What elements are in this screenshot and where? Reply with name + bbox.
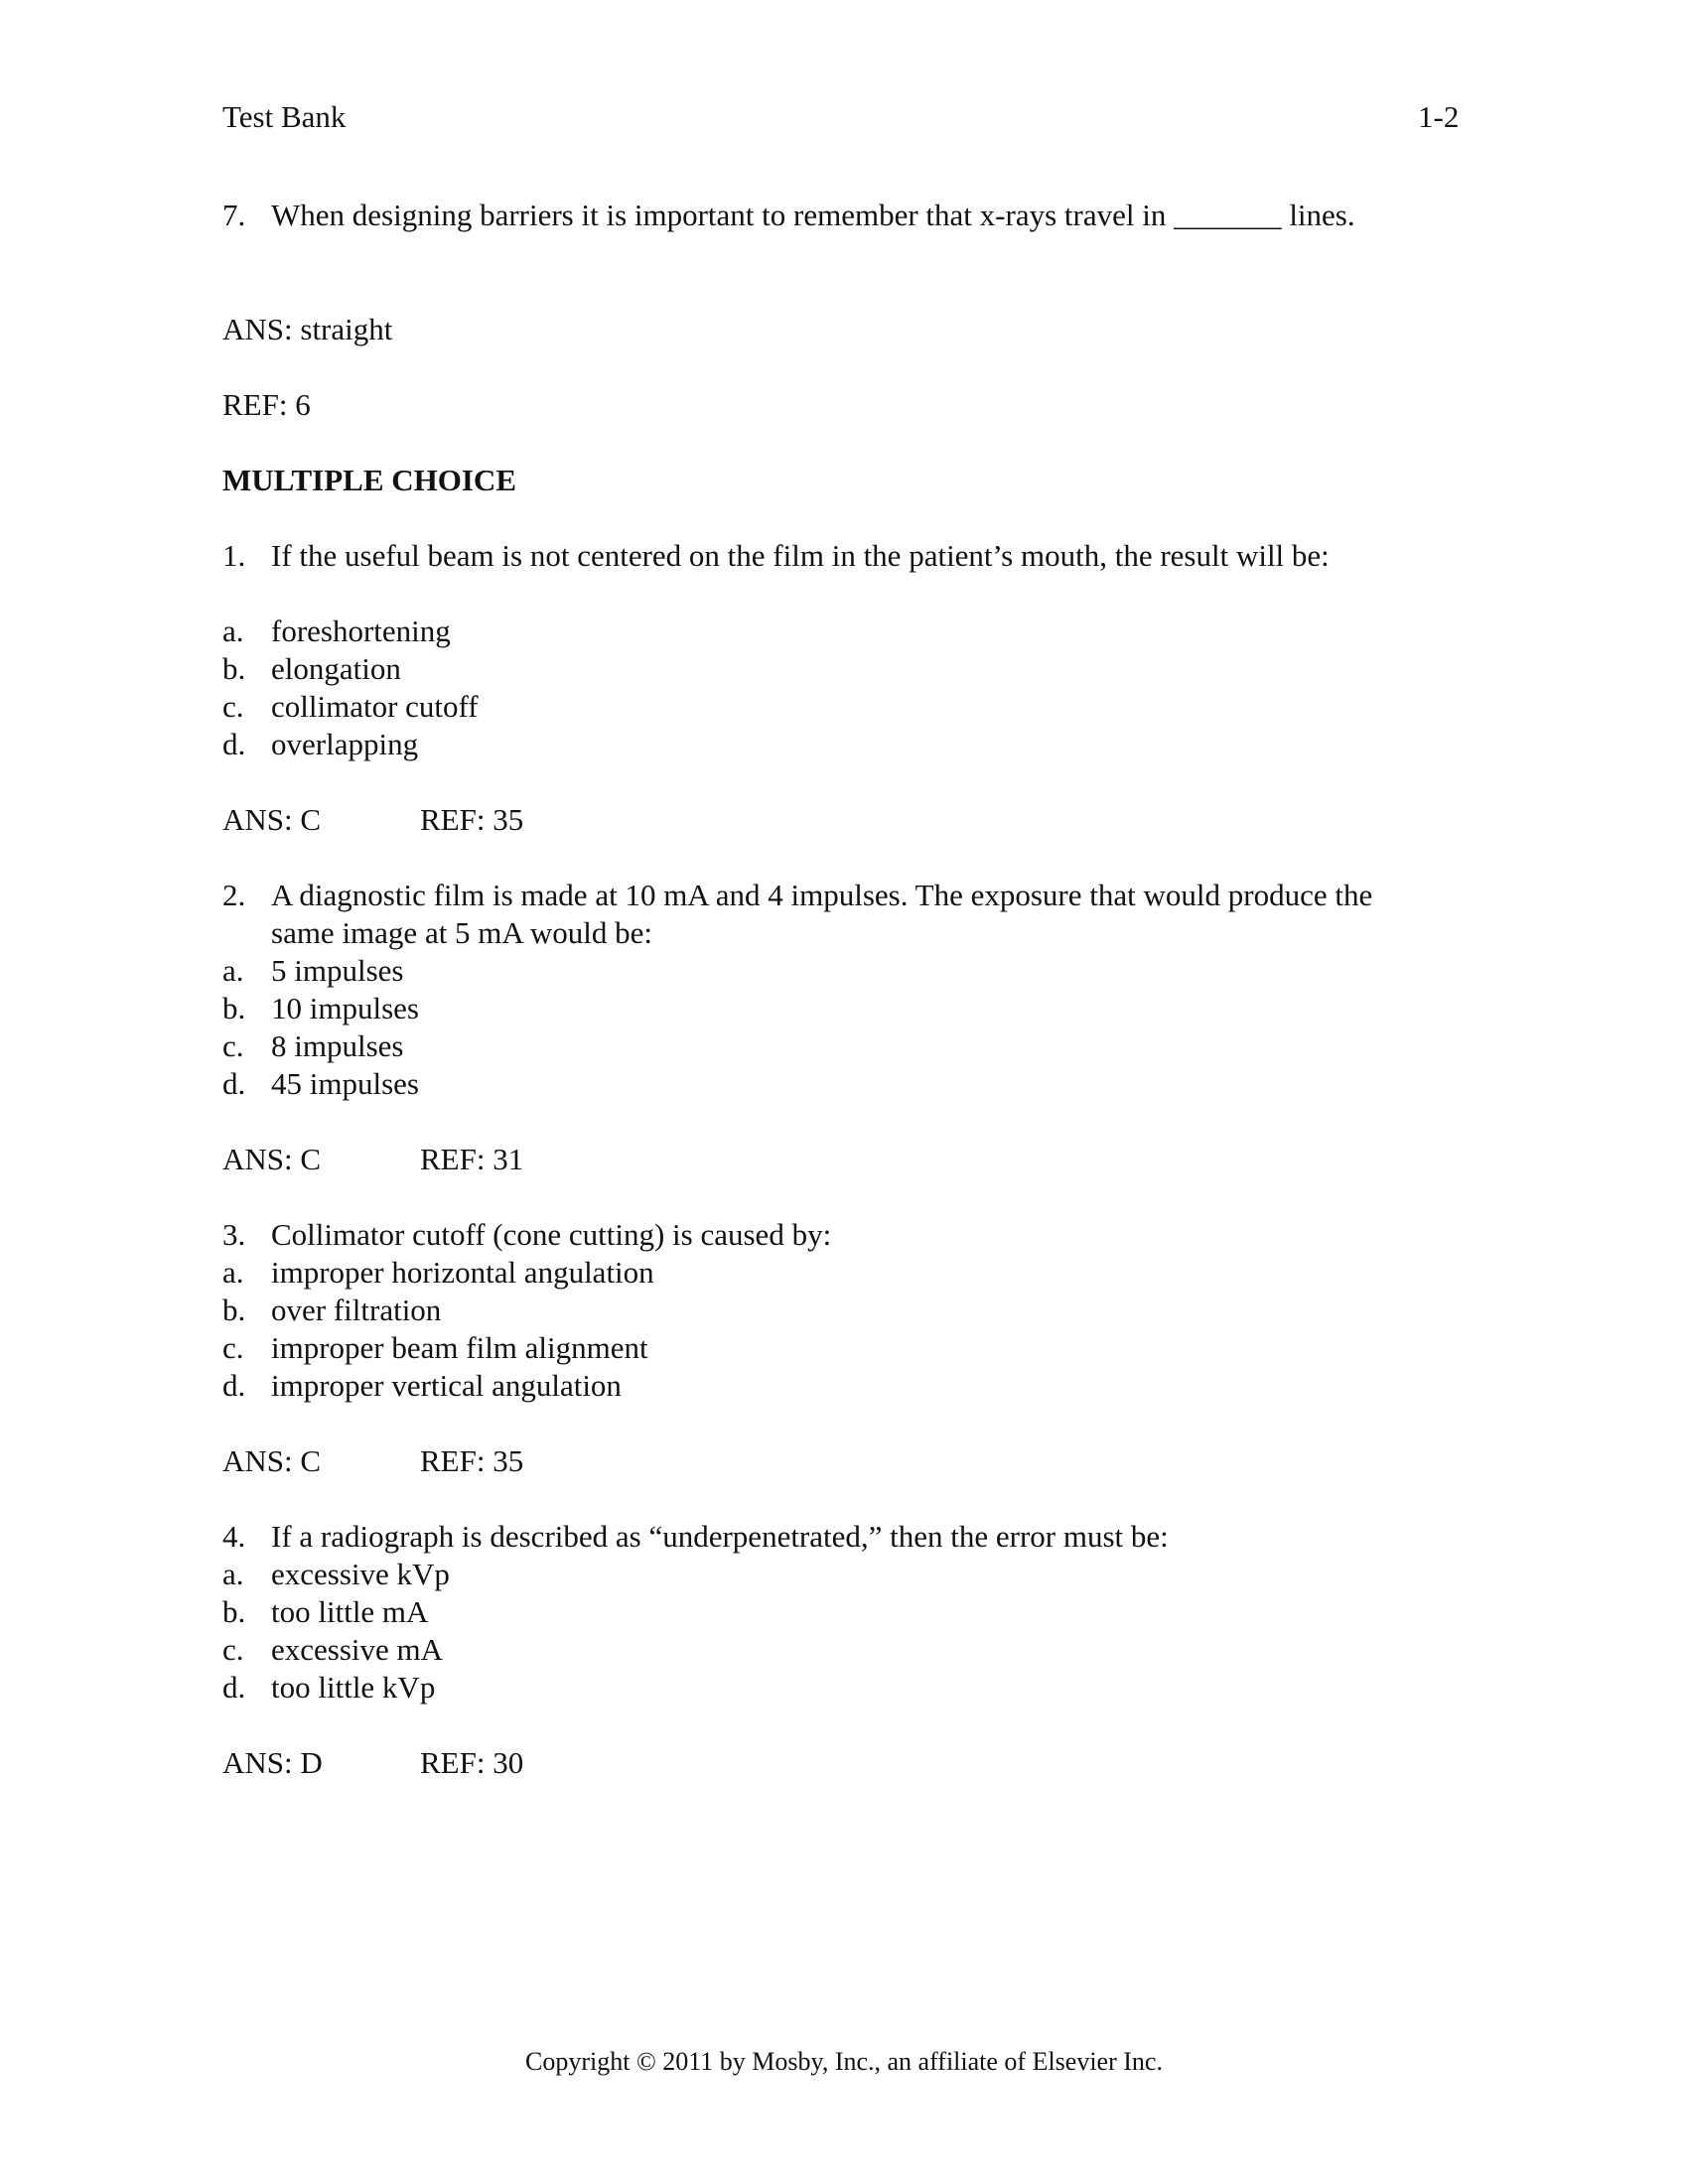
page-number: 1-2: [1418, 99, 1460, 134]
option-c: [222, 1329, 1116, 1367]
reference-text: REF: 35: [420, 1443, 524, 1478]
question-number: 7.: [222, 198, 246, 232]
option-letter: d.: [222, 1670, 246, 1705]
option-letter: b.: [222, 1293, 246, 1327]
option-text: foreshortening: [271, 614, 451, 648]
question-text: When designing barriers it is important to remember that x-rays travel in _______ lines.: [271, 198, 1355, 232]
option-letter: d.: [222, 727, 246, 761]
option-text: excessive kVp: [271, 1557, 450, 1591]
option-text: excessive mA: [271, 1632, 444, 1667]
option-letter: a.: [222, 1557, 244, 1591]
answer-text: ANS: C: [222, 1142, 322, 1176]
option-d: [222, 1367, 1116, 1405]
option-letter: c.: [222, 1632, 244, 1667]
option-text: 8 impulses: [271, 1028, 404, 1063]
option-letter: a.: [222, 953, 244, 988]
option-text: too little mA: [271, 1594, 429, 1629]
option-d: [222, 1669, 1116, 1706]
option-text: 45 impulses: [271, 1066, 419, 1101]
question-number: 2.: [222, 878, 246, 912]
option-letter: c.: [222, 689, 244, 724]
option-text: too little kVp: [271, 1670, 436, 1705]
option-text: 10 impulses: [271, 991, 419, 1025]
option-b: [222, 990, 1116, 1027]
question-text: If a radiograph is described as “underpenetrated,” then the error must be:: [271, 1519, 1169, 1554]
header-title: Test Bank: [222, 99, 347, 134]
reference-text: REF: 35: [420, 802, 524, 837]
option-a: [222, 613, 1116, 650]
option-text: 5 impulses: [271, 953, 404, 988]
option-b: [222, 1292, 1116, 1329]
option-c: [222, 1631, 1116, 1669]
option-d: [222, 726, 1116, 763]
option-text: improper beam film alignment: [271, 1330, 648, 1365]
answer-text: ANS: C: [222, 802, 322, 837]
fill-in-question: [222, 197, 1394, 234]
question-text: Collimator cutoff (cone cutting) is caused by:: [271, 1217, 832, 1252]
option-b: [222, 1593, 1116, 1631]
question-number: 1.: [222, 538, 246, 573]
option-text: improper horizontal angulation: [271, 1255, 654, 1290]
question-4: [222, 1518, 1394, 1556]
option-letter: c.: [222, 1028, 244, 1063]
option-a: [222, 1556, 1116, 1593]
copyright-footer: Copyright © 2011 by Mosby, Inc., an affiliate of Elsevier Inc.: [525, 2047, 1163, 2076]
option-letter: b.: [222, 651, 246, 686]
section-title: MULTIPLE CHOICE: [222, 463, 516, 497]
option-letter: a.: [222, 614, 244, 648]
answer-text: ANS: C: [222, 1443, 322, 1478]
question-2: [222, 877, 1394, 952]
option-text: collimator cutoff: [271, 689, 479, 724]
reference-text: REF: 30: [420, 1745, 524, 1780]
option-c: [222, 1027, 1116, 1065]
option-a: [222, 1254, 1116, 1292]
question-1: [222, 537, 1394, 575]
option-letter: a.: [222, 1255, 244, 1290]
question-number: 4.: [222, 1519, 246, 1554]
option-a: [222, 952, 1116, 990]
option-text: improper vertical angulation: [271, 1368, 622, 1403]
question-text: If the useful beam is not centered on the film in the patient’s mouth, the result will be:: [271, 538, 1330, 573]
reference-text: REF: 31: [420, 1142, 524, 1176]
question-text: A diagnostic film is made at 10 mA and 4 impulses. The exposure that would produce the same image at 5 mA would be:: [271, 878, 1373, 950]
option-text: overlapping: [271, 727, 419, 761]
option-d: [222, 1065, 1116, 1103]
question-3: [222, 1216, 1394, 1254]
option-letter: b.: [222, 1594, 246, 1629]
answer-text: ANS: D: [222, 1745, 323, 1780]
option-text: elongation: [271, 651, 401, 686]
option-letter: b.: [222, 991, 246, 1025]
option-b: [222, 650, 1116, 688]
reference-text: REF: 6: [222, 387, 311, 422]
option-letter: d.: [222, 1368, 246, 1403]
option-letter: d.: [222, 1066, 246, 1101]
question-number: 3.: [222, 1217, 246, 1252]
answer-text: ANS: straight: [222, 312, 393, 346]
option-letter: c.: [222, 1330, 244, 1365]
option-text: over filtration: [271, 1293, 442, 1327]
option-c: [222, 688, 1116, 726]
